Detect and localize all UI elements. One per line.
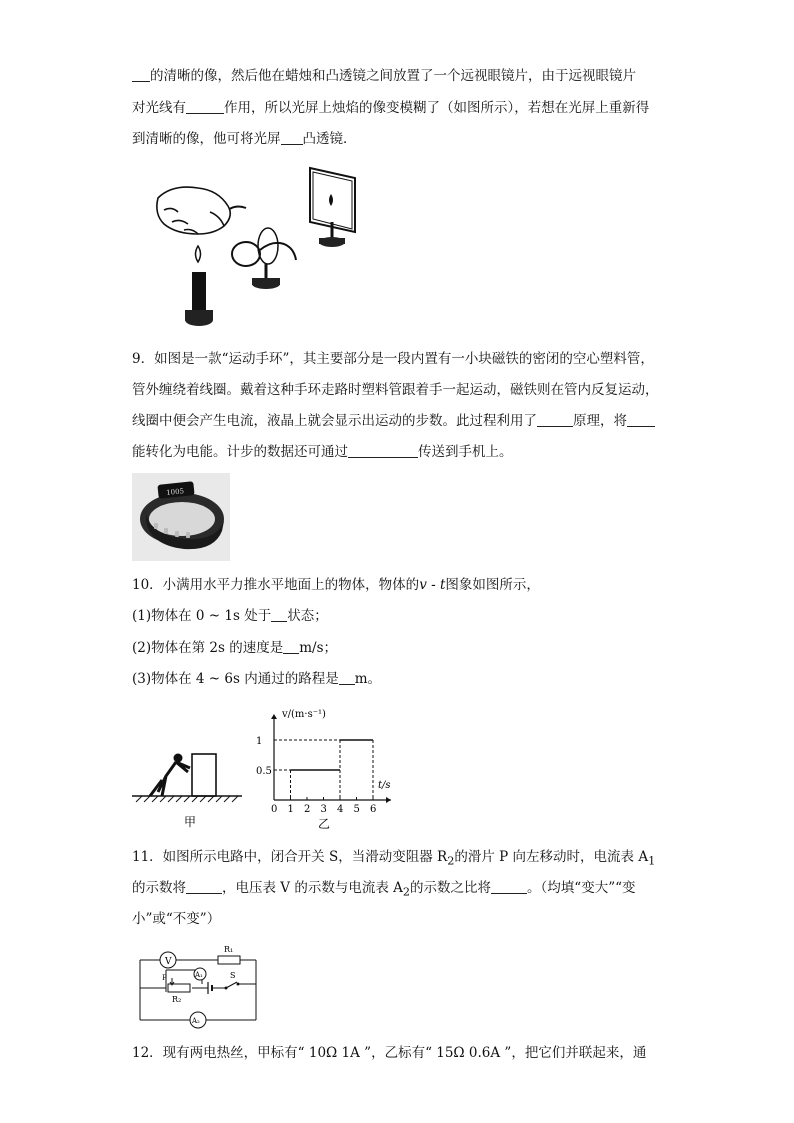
y-axis-label: v/(m·s⁻¹) [282,709,326,720]
q9-line-4: 能转化为电能。计步的数据还可通过 传送到手机上。 [132,444,513,460]
answer-blank[interactable] [348,443,418,458]
x-tick-label: 1 [287,804,294,815]
q10-sub-3: (3)物体在 4 ~ 6s 内通过的路程是 m。 [132,671,382,687]
x-axis-arrow [386,797,391,803]
answer-blank[interactable] [186,879,222,894]
fitness-band-figure [132,473,230,561]
figure-label-jia: 甲 [184,815,197,829]
convex-lens [252,228,280,289]
x-tick-label: 2 [304,804,311,815]
x-tick-label: 6 [370,804,377,815]
far-sighted-glasses [220,207,296,267]
q8-line-2: 对光线有 作用，所以光屏上烛焰的像变模糊了（如图所示），若想在光屏上重新得 [132,100,650,116]
q11-line-1: 11．如图所示电路中，闭合开关 S，当滑动变阻器 $R_2$的滑片 P 向左移动时，电流表 $A_1$ [132,849,656,868]
person-silhouette [150,754,190,796]
voltmeter-label: V [165,957,172,967]
answer-blank[interactable] [132,67,150,82]
light-screen [310,168,355,247]
pushing-box-figure [132,740,242,830]
hand [157,187,230,234]
x-axis-label: t/s [378,780,391,791]
answer-blank[interactable] [283,639,299,654]
candle [185,246,213,326]
answer-blank[interactable] [186,99,224,114]
q9-line-1: 9．如图是一款“运动手环”，其主要部分是一段内置有一小块磁铁的密闭的空心塑料管， [132,351,654,367]
q12-line-1: 12．现有两电热丝，甲标有“ 10Ω 1A ”，乙标有“ 15Ω 0.6A ”，把它们并联起来，通 [132,1045,647,1061]
answer-blank[interactable] [281,130,303,145]
figure-label-yi: 乙 [318,817,331,831]
q8-line-3: 到清晰的像，他可将光屏 凸透镜． [132,131,357,147]
band-display-text: 1005 [165,487,185,498]
resistor-r1 [218,956,240,964]
box [192,754,216,796]
answer-blank[interactable] [537,412,573,427]
answer-blank[interactable] [491,879,527,894]
y-tick-label: 1 [256,736,263,747]
r2-label: R₂ [172,995,182,1004]
x-tick-label: 0 [271,804,278,815]
q9-line-3: 线圈中便会产生电流，液晶上就会显示出运动的步数。此过程利用了 原理，将 [132,411,655,431]
slider-p-label: P [162,974,167,982]
x-tick-label: 4 [337,804,344,815]
q11-line-2: 的示数将 ，电压表 V 的示数与电流表 $A_2$的示数之比将 。（均填“变大”“变 [132,880,636,899]
circuit-diagram [136,940,262,1030]
answer-blank[interactable] [627,412,655,427]
a1-label: A₁ [195,971,203,979]
q8-line-1: 的清晰的像，然后他在蜡烛和凸透镜之间放置了一个远视眼镜片，由于远视眼镜片 [132,66,636,86]
answer-blank[interactable] [271,607,287,622]
rheostat-r2 [168,984,190,992]
v-t-chart [252,704,412,834]
switch-label: S [230,971,236,980]
q10-line-1: 10．小满用水平力推水平地面上的物体，物体的v - t图象如图所示， [132,577,540,593]
answer-blank[interactable] [339,670,355,685]
x-tick-label: 3 [320,804,327,815]
y-tick-label: 0.5 [256,766,272,777]
q9-line-2: 管外缠绕着线圈。戴着这种手环走路时塑料管跟着手一起运动，磁铁则在管内反复运动， [132,382,659,398]
x-tick-label: 5 [353,804,360,815]
q10-sub-1: (1)物体在 0 ~ 1s 处于 状态； [132,608,328,624]
y-axis-arrow [271,714,277,719]
q11-line-3: 小”或“不变”） [132,911,221,927]
a2-label: A₂ [192,1017,200,1025]
r1-label: R₁ [224,945,234,954]
optics-experiment-figure [150,160,370,336]
switch-s [226,982,237,988]
q10-sub-2: (2)物体在第 2s 的速度是 m/s； [132,640,338,656]
